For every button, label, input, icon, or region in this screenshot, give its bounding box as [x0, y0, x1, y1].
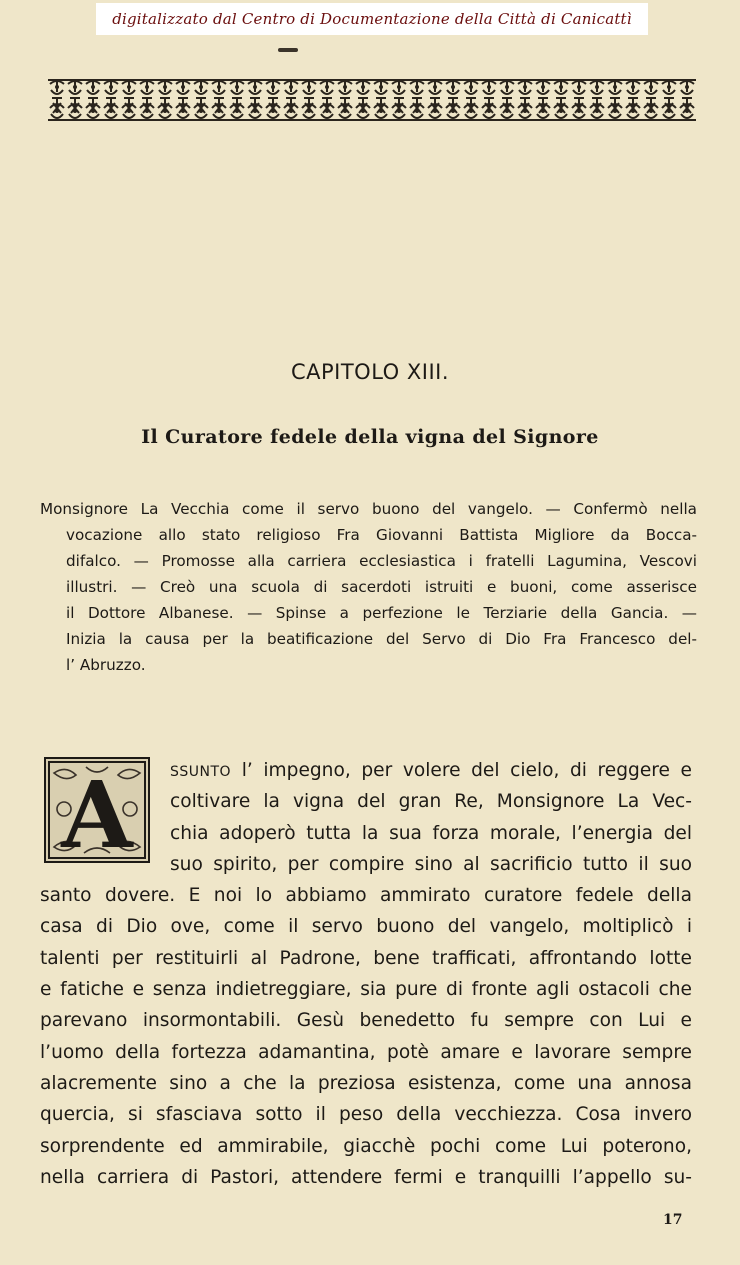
body-paragraph [40, 755, 692, 1193]
chapter-title: CAPITOLO XIII. [290, 360, 450, 384]
body-line: sorprendente ed ammirabile, giacchè pochi come Lui poterono, [40, 1135, 692, 1157]
body-line: chia adoperò tutta la sua forza morale, l’energia del [170, 822, 692, 844]
summary-line: Inizia la causa per la beatificazione del Servo di Dio Fra Francesco del- [66, 630, 697, 648]
summary-line: Monsignore La Vecchia come il servo buono del vangelo. — Confermò nella [40, 500, 697, 518]
initial-word-rest: SSUNTO [170, 764, 232, 780]
ink-mark [278, 48, 298, 52]
summary-line: illustri. — Creò una scuola di sacerdoti istruiti e buoni, come asserisce [66, 578, 697, 596]
chapter-summary [40, 496, 697, 678]
body-line: e fatiche e senza indietreggiare, sia pure di fronte agli ostacoli che [40, 979, 692, 1001]
summary-line: vocazione allo stato religioso Fra Giovanni Battista Migliore da Bocca- [66, 526, 697, 544]
body-line: casa di Dio ove, come il servo buono del vangelo, moltiplicò i [40, 916, 692, 938]
body-line: alacremente sino a che la preziosa esistenza, come una annosa [40, 1072, 692, 1094]
body-line: parevano insormontabili. Gesù benedetto fu sempre con Lui e [40, 1010, 692, 1032]
body-line: nella carriera di Pastori, attendere fermi e tranquilli l’appello su- [40, 1166, 692, 1188]
body-line: suo spirito, per compire sino al sacrificio tutto il suo [170, 853, 692, 875]
body-line: santo dovere. E noi lo abbiamo ammirato curatore fedele della [40, 885, 692, 907]
digitization-watermark: digitalizzato dal Centro di Documentazione della Città di Canicattì [96, 3, 648, 35]
page-number: 17 [663, 1212, 683, 1228]
body-line [40, 755, 692, 786]
summary-line: l’ Abruzzo. [66, 656, 146, 674]
chapter-subtitle: Il Curatore fedele della vigna del Signore [141, 426, 599, 448]
decorative-border-icon [48, 78, 696, 122]
summary-line: difalco. — Promosse alla carriera ecclesiastica i fratelli Lagumina, Vescovi [66, 552, 697, 570]
body-line: l’uomo della fortezza adamantina, potè amare e lavorare sempre [40, 1041, 692, 1063]
body-line-text: l’ impegno, per volere del cielo, di reggere e [241, 760, 692, 781]
body-line: quercia, si sfasciava sotto il peso della vecchiezza. Cosa invero [40, 1104, 692, 1126]
initial-letter: A [61, 761, 133, 861]
body-line: talenti per restituirli al Padrone, bene trafficati, affrontando lotte [40, 947, 692, 969]
summary-line: il Dottore Albanese. — Spinse a perfezione le Terziarie della Gancia. — [66, 604, 697, 622]
body-line: coltivare la vigna del gran Re, Monsignore La Vec- [170, 791, 692, 813]
